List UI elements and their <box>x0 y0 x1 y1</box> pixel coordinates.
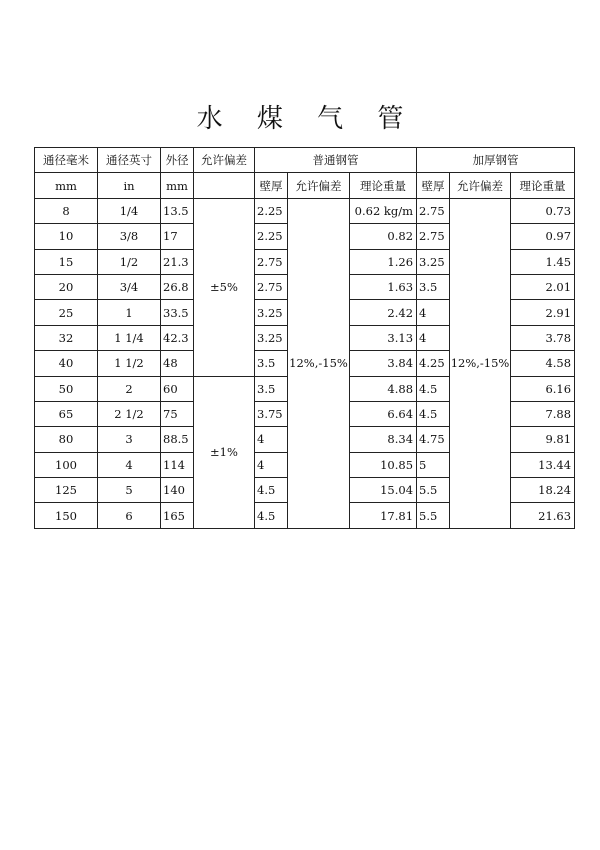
nominal-in-cell: 2 1/2 <box>98 401 161 426</box>
thick-wall-cell: 3.5 <box>417 274 450 299</box>
header-thick-pipe: 加厚钢管 <box>417 148 575 173</box>
outer-diameter-cell: 60 <box>161 376 194 401</box>
standard-wall-cell: 3.25 <box>255 325 288 350</box>
thick-weight-cell: 9.81 <box>511 427 575 452</box>
outer-diameter-cell: 42.3 <box>161 325 194 350</box>
thick-wall-cell: 2.75 <box>417 224 450 249</box>
thick-wall-cell: 5.5 <box>417 503 450 528</box>
table-row <box>35 198 575 223</box>
header-nominal-mm: 通径毫米 <box>35 148 98 173</box>
nominal-in-cell: 1 1/2 <box>98 351 161 376</box>
outer-diameter-cell: 165 <box>161 503 194 528</box>
thick-wall-cell: 5 <box>417 452 450 477</box>
standard-weight-cell: 17.81 <box>350 503 417 528</box>
pipe-spec-table <box>34 147 575 529</box>
thick-wall-cell: 4.75 <box>417 427 450 452</box>
thick-weight-cell: 21.63 <box>511 503 575 528</box>
header-standard-pipe: 普通钢管 <box>255 148 417 173</box>
nominal-mm-cell: 15 <box>35 249 98 274</box>
nominal-in-cell: 2 <box>98 376 161 401</box>
nominal-in-cell: 5 <box>98 478 161 503</box>
nominal-mm-cell: 150 <box>35 503 98 528</box>
od-tolerance-cell: ±5% <box>194 198 255 376</box>
header-standard-wall: 壁厚 <box>255 173 288 198</box>
thick-tolerance-cell: 12%,-15% <box>450 198 511 528</box>
thick-wall-cell: 3.25 <box>417 249 450 274</box>
standard-weight-cell: 10.85 <box>350 452 417 477</box>
standard-weight-cell: 2.42 <box>350 300 417 325</box>
header-outer-diameter: 外径 <box>161 148 194 173</box>
thick-wall-cell: 4.5 <box>417 401 450 426</box>
nominal-mm-cell: 8 <box>35 198 98 223</box>
unit-mm: mm <box>35 173 98 198</box>
nominal-mm-cell: 25 <box>35 300 98 325</box>
standard-tolerance-cell: 12%,-15% <box>288 198 350 528</box>
outer-diameter-cell: 26.8 <box>161 274 194 299</box>
standard-wall-cell: 4.5 <box>255 478 288 503</box>
thick-weight-cell: 1.45 <box>511 249 575 274</box>
page-title <box>0 98 600 135</box>
header-thick-weight: 理论重量 <box>511 173 575 198</box>
header-thick-wall: 壁厚 <box>417 173 450 198</box>
standard-weight-cell: 15.04 <box>350 478 417 503</box>
standard-weight-cell: 8.34 <box>350 427 417 452</box>
header-nominal-in: 通径英寸 <box>98 148 161 173</box>
nominal-mm-cell: 40 <box>35 351 98 376</box>
unit-blank <box>194 173 255 198</box>
subheader-row <box>35 173 575 198</box>
title-char: 煤 <box>256 104 283 134</box>
nominal-mm-cell: 20 <box>35 274 98 299</box>
thick-weight-cell: 4.58 <box>511 351 575 376</box>
standard-wall-cell: 2.75 <box>255 249 288 274</box>
nominal-mm-cell: 50 <box>35 376 98 401</box>
thick-weight-cell: 3.78 <box>511 325 575 350</box>
nominal-in-cell: 3/4 <box>98 274 161 299</box>
standard-wall-cell: 3.5 <box>255 376 288 401</box>
thick-wall-cell: 4.25 <box>417 351 450 376</box>
header-tolerance: 允许偏差 <box>194 148 255 173</box>
nominal-in-cell: 6 <box>98 503 161 528</box>
outer-diameter-cell: 75 <box>161 401 194 426</box>
standard-wall-cell: 4.5 <box>255 503 288 528</box>
od-tolerance-cell: ±1% <box>194 376 255 528</box>
unit-in: in <box>98 173 161 198</box>
standard-wall-cell: 4 <box>255 452 288 477</box>
standard-weight-cell: 6.64 <box>350 401 417 426</box>
outer-diameter-cell: 114 <box>161 452 194 477</box>
nominal-mm-cell: 80 <box>35 427 98 452</box>
thick-weight-cell: 0.97 <box>511 224 575 249</box>
thick-weight-cell: 13.44 <box>511 452 575 477</box>
thick-wall-cell: 4 <box>417 300 450 325</box>
nominal-mm-cell: 65 <box>35 401 98 426</box>
nominal-in-cell: 1 1/4 <box>98 325 161 350</box>
unit-mm: mm <box>161 173 194 198</box>
standard-wall-cell: 3.5 <box>255 351 288 376</box>
standard-wall-cell: 2.75 <box>255 274 288 299</box>
standard-wall-cell: 3.75 <box>255 401 288 426</box>
outer-diameter-cell: 13.5 <box>161 198 194 223</box>
nominal-mm-cell: 125 <box>35 478 98 503</box>
standard-wall-cell: 3.25 <box>255 300 288 325</box>
thick-weight-cell: 7.88 <box>511 401 575 426</box>
nominal-in-cell: 1 <box>98 300 161 325</box>
nominal-mm-cell: 10 <box>35 224 98 249</box>
header-row <box>35 148 575 173</box>
standard-wall-cell: 2.25 <box>255 224 288 249</box>
thick-weight-cell: 18.24 <box>511 478 575 503</box>
thick-wall-cell: 4.5 <box>417 376 450 401</box>
standard-weight-cell: 0.62 kg/m <box>350 198 417 223</box>
title-char: 气 <box>317 104 344 134</box>
outer-diameter-cell: 140 <box>161 478 194 503</box>
thick-wall-cell: 4 <box>417 325 450 350</box>
standard-wall-cell: 4 <box>255 427 288 452</box>
header-standard-tolerance: 允许偏差 <box>288 173 350 198</box>
standard-weight-cell: 1.26 <box>350 249 417 274</box>
nominal-in-cell: 1/2 <box>98 249 161 274</box>
standard-weight-cell: 3.13 <box>350 325 417 350</box>
standard-weight-cell: 3.84 <box>350 351 417 376</box>
thick-wall-cell: 2.75 <box>417 198 450 223</box>
title-char: 管 <box>377 104 404 134</box>
nominal-mm-cell: 100 <box>35 452 98 477</box>
outer-diameter-cell: 48 <box>161 351 194 376</box>
header-standard-weight: 理论重量 <box>350 173 417 198</box>
outer-diameter-cell: 17 <box>161 224 194 249</box>
nominal-in-cell: 3/8 <box>98 224 161 249</box>
standard-weight-cell: 1.63 <box>350 274 417 299</box>
nominal-mm-cell: 32 <box>35 325 98 350</box>
thick-weight-cell: 2.91 <box>511 300 575 325</box>
standard-wall-cell: 2.25 <box>255 198 288 223</box>
nominal-in-cell: 3 <box>98 427 161 452</box>
thick-weight-cell: 0.73 <box>511 198 575 223</box>
nominal-in-cell: 1/4 <box>98 198 161 223</box>
standard-weight-cell: 4.88 <box>350 376 417 401</box>
outer-diameter-cell: 21.3 <box>161 249 194 274</box>
header-thick-tolerance: 允许偏差 <box>450 173 511 198</box>
title-char: 水 <box>196 104 223 134</box>
nominal-in-cell: 4 <box>98 452 161 477</box>
outer-diameter-cell: 33.5 <box>161 300 194 325</box>
thick-weight-cell: 2.01 <box>511 274 575 299</box>
thick-weight-cell: 6.16 <box>511 376 575 401</box>
standard-weight-cell: 0.82 <box>350 224 417 249</box>
outer-diameter-cell: 88.5 <box>161 427 194 452</box>
thick-wall-cell: 5.5 <box>417 478 450 503</box>
